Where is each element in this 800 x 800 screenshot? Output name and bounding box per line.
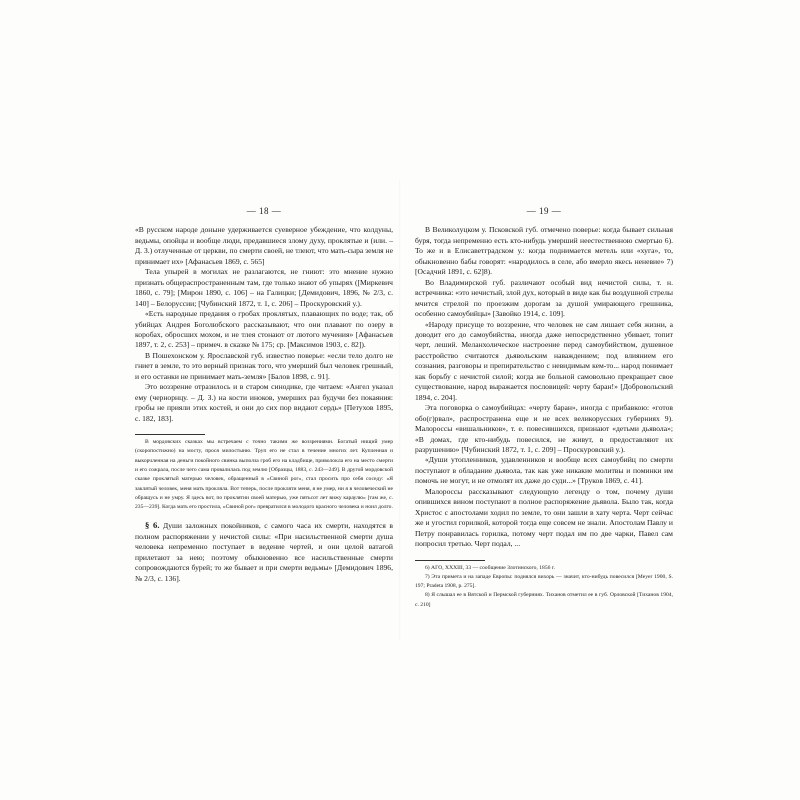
paragraph: «Есть народные предания о гробах проклятых, плавающих по воде; так, об убийцах Андрея Боголюбского рассказывают, что они плавают по озеру в коробах, обросших мохом, и не тлея стонают от лютого мучения» [Афанасьев 1897, т. 2, с. 253] – примеч. в сказке № 175; ср. [Максимов 1903, с. 82]). [135, 309, 393, 350]
paragraph: Во Владимирской губ. различают особый вид нечистой силы, т. н. встречника: «это нечистый, злой дух, который в виде как бы воздушной стрелы мчится стрелой по проезжим дорогам за душой умирающего грешника, особенно самоубийцы» [Завойко 1914, с. 109]. [415, 277, 673, 319]
paragraph: Это воззрение отразилось и в старом синодике, где читаем: «Ангел указал ему (чернорнцу. – Д. З.) на кости иноков, умерших раз будучи без покаяния: гробы не прияли этих костей, и они до сих пор видают сердь» [Петухов 1895, с. 182, 183]. [135, 382, 393, 423]
section-text: Души заложных покойников, с самого часа их смерти, находятся в полном распоряжении у нечистой силы: «При насильственной смерти душа человека непременно поступает в ведение чертей, и они целой ватагой прилетают за нею; поэтому обыкновенно все насильственные смерти сопровождаются бурей; то же бывает и при смерти ведьмы» [Демидович 1896, № 2/3, с. 136]. [135, 521, 393, 583]
paragraph: «В русском народе доныне удерживается суеверное убеждение, что колдуны, ведьмы, опойцы и вообще люди, предавшиеся злому духу, проклятые и (или. – Д. З.) отлученные от церкви, по смерти своей, не тлеют, что мать-сыра земля не принимает их» [Афанасьев 1869, с. 565] [135, 225, 393, 266]
paragraph: В Пошехонском у. Ярославской губ. известно поверье: «если тело долго не гниет в земле, то это верный признак того, что умерший был человек грешный, и его останки не принимает мать-земля» [Балов 1898, с. 91]. [135, 350, 393, 381]
footnotes-left [135, 438, 393, 512]
paragraph: Эта поговорка о самоубийцах: «черту баран», иногда с прибавкою: «готов обо(г)рвал», распространена еще и не всех великорусских губерниях 9). Малороссы «вишальников», т. е. повесившихся, признают «детьми дьявола»; «В домах, где кто-нибудь повесился, не живут, в предоставляют их разрушению» [Чубинский 1872, т. 1, с. 209] – Проскуровский у.). [415, 403, 673, 454]
paragraph: «Души утопленников, удавленников и вообще всех самоубийц по смерти поступают в обладание дьявола, так как уже никакие молитвы и поминки им помочь не могут, и не отмолят их даже до суди...» [Труков 1869, с. 41]. [415, 455, 673, 486]
paragraph: Малороссы рассказывают следующую легенду о том, почему души опившихся вином поступают в полное распоряжение дьявола. Было так, когда Христос с апостолами ходил по земле, то они зашли в хату черта. Черт сейчас же и угостил горилкой, которой тогда еще совсем не знали. Апостолам Павлу и Петру понравилась горилка, потому черт подал им по две чарки, Павел сам попросил третью. Черт подал, ... [415, 486, 673, 549]
footnote: 8) Я слышал ее в Вятской и Пермской губерниях. Тиханов отметил ее в губ. Орловской [Тиханов 1904, с. 210] [415, 592, 673, 608]
gutter-shadow [399, 180, 401, 640]
paragraph: В Великолуцком у. Псковской губ. отмечено поверье: когда бывает сильная буря, тогда непременно есть кто-нибудь умерший неестественною смертью 6). То же и в Елисаветградском у.: когда поднимается метель или «хуга», то, обыкновенно бабы говорят: «народилось в селе, або вмерло якесь неневие» 7) [Осадчий 1891, с. 62]8). [415, 225, 673, 277]
page-number-left: — 18 — [246, 206, 282, 216]
page-number-right: — 19 — [526, 206, 562, 216]
footnote: В мордовских сказках мы встречаем с точно такими же воззрениями. Богатый нищий умер (скоропостижно) на мосту, прося милостыню. Труп его не стал в течение многих лет. Купленная и выкорчленная на деньги покойного свинка выполза гроб его на кладбище, приволокла его на место смерти и его сожрала, после чего сама провалилась под землю [Образцы, 1883, с. 243—249]. В другой мордовской сказке проклятый матерью человек, обращенный в «Свиной рог», стал просить про себя соседу: «Я заклятый человек, меня мать прокляла. Вот теперь, после прокляти меня, я не умер, ни я в человеческий не обращусь и не умру. Я здесь вот, по проклятии своей матерью, уже пятьсот лет вижу караулю» [там же, с. 235—239]. Когда мать его простила, «Свиной рог» превратился в молодого красного человека и ноил долго. [135, 439, 393, 511]
section-number: § 6. [145, 520, 160, 531]
left-page [135, 206, 393, 584]
footnote-rule [135, 434, 205, 435]
footnote: 7) Эта примета и на западе Европы: поднялся вихорь — значит, кто-нибудь повесился [Meyer 1900, S. 197; Pradeta 1908, р. 275]. [415, 573, 673, 590]
right-page [415, 206, 673, 610]
paragraph: Тела упырей в могилах не разлагаются, не гниют: это мнение нужно признать общераспространенным там, где только знают об упырях ([Миркевич 1860, с. 79]; [Мирон 1890, с. 106] – на Галицки; [Демидович, 1896, № 2/3, с. 140] – Белоруссии; [Чубинский 1872, т. 1, с. 206] – Проскуровский у.). [135, 267, 393, 308]
paragraph: «Народу присуще то воззрение, что человек не сам лишает себя жизни, а доводит его до самоубийства, иногда даже непосредственно убивает, топит черт, леший. Меланхолическое настроение перед самоубийством, душевное расстройство считаются дьявольским наваждением; под влиянием его сознания, разговоры и препирательство с невидимым кем-то... народ понимает как борьбу с нечистой силой; когда же больной самовольно прекращает свое существование, народ выражается пословицей: черту баран!» [Добровольский 1894, с. 204]. [415, 319, 673, 402]
footnotes-right [415, 564, 673, 610]
footnote-rule [415, 560, 485, 561]
section-paragraph [135, 520, 393, 584]
footnote: 6) АГО, XXXIII, 33 — сообщение Злотинского, 1856 г. [425, 564, 555, 571]
